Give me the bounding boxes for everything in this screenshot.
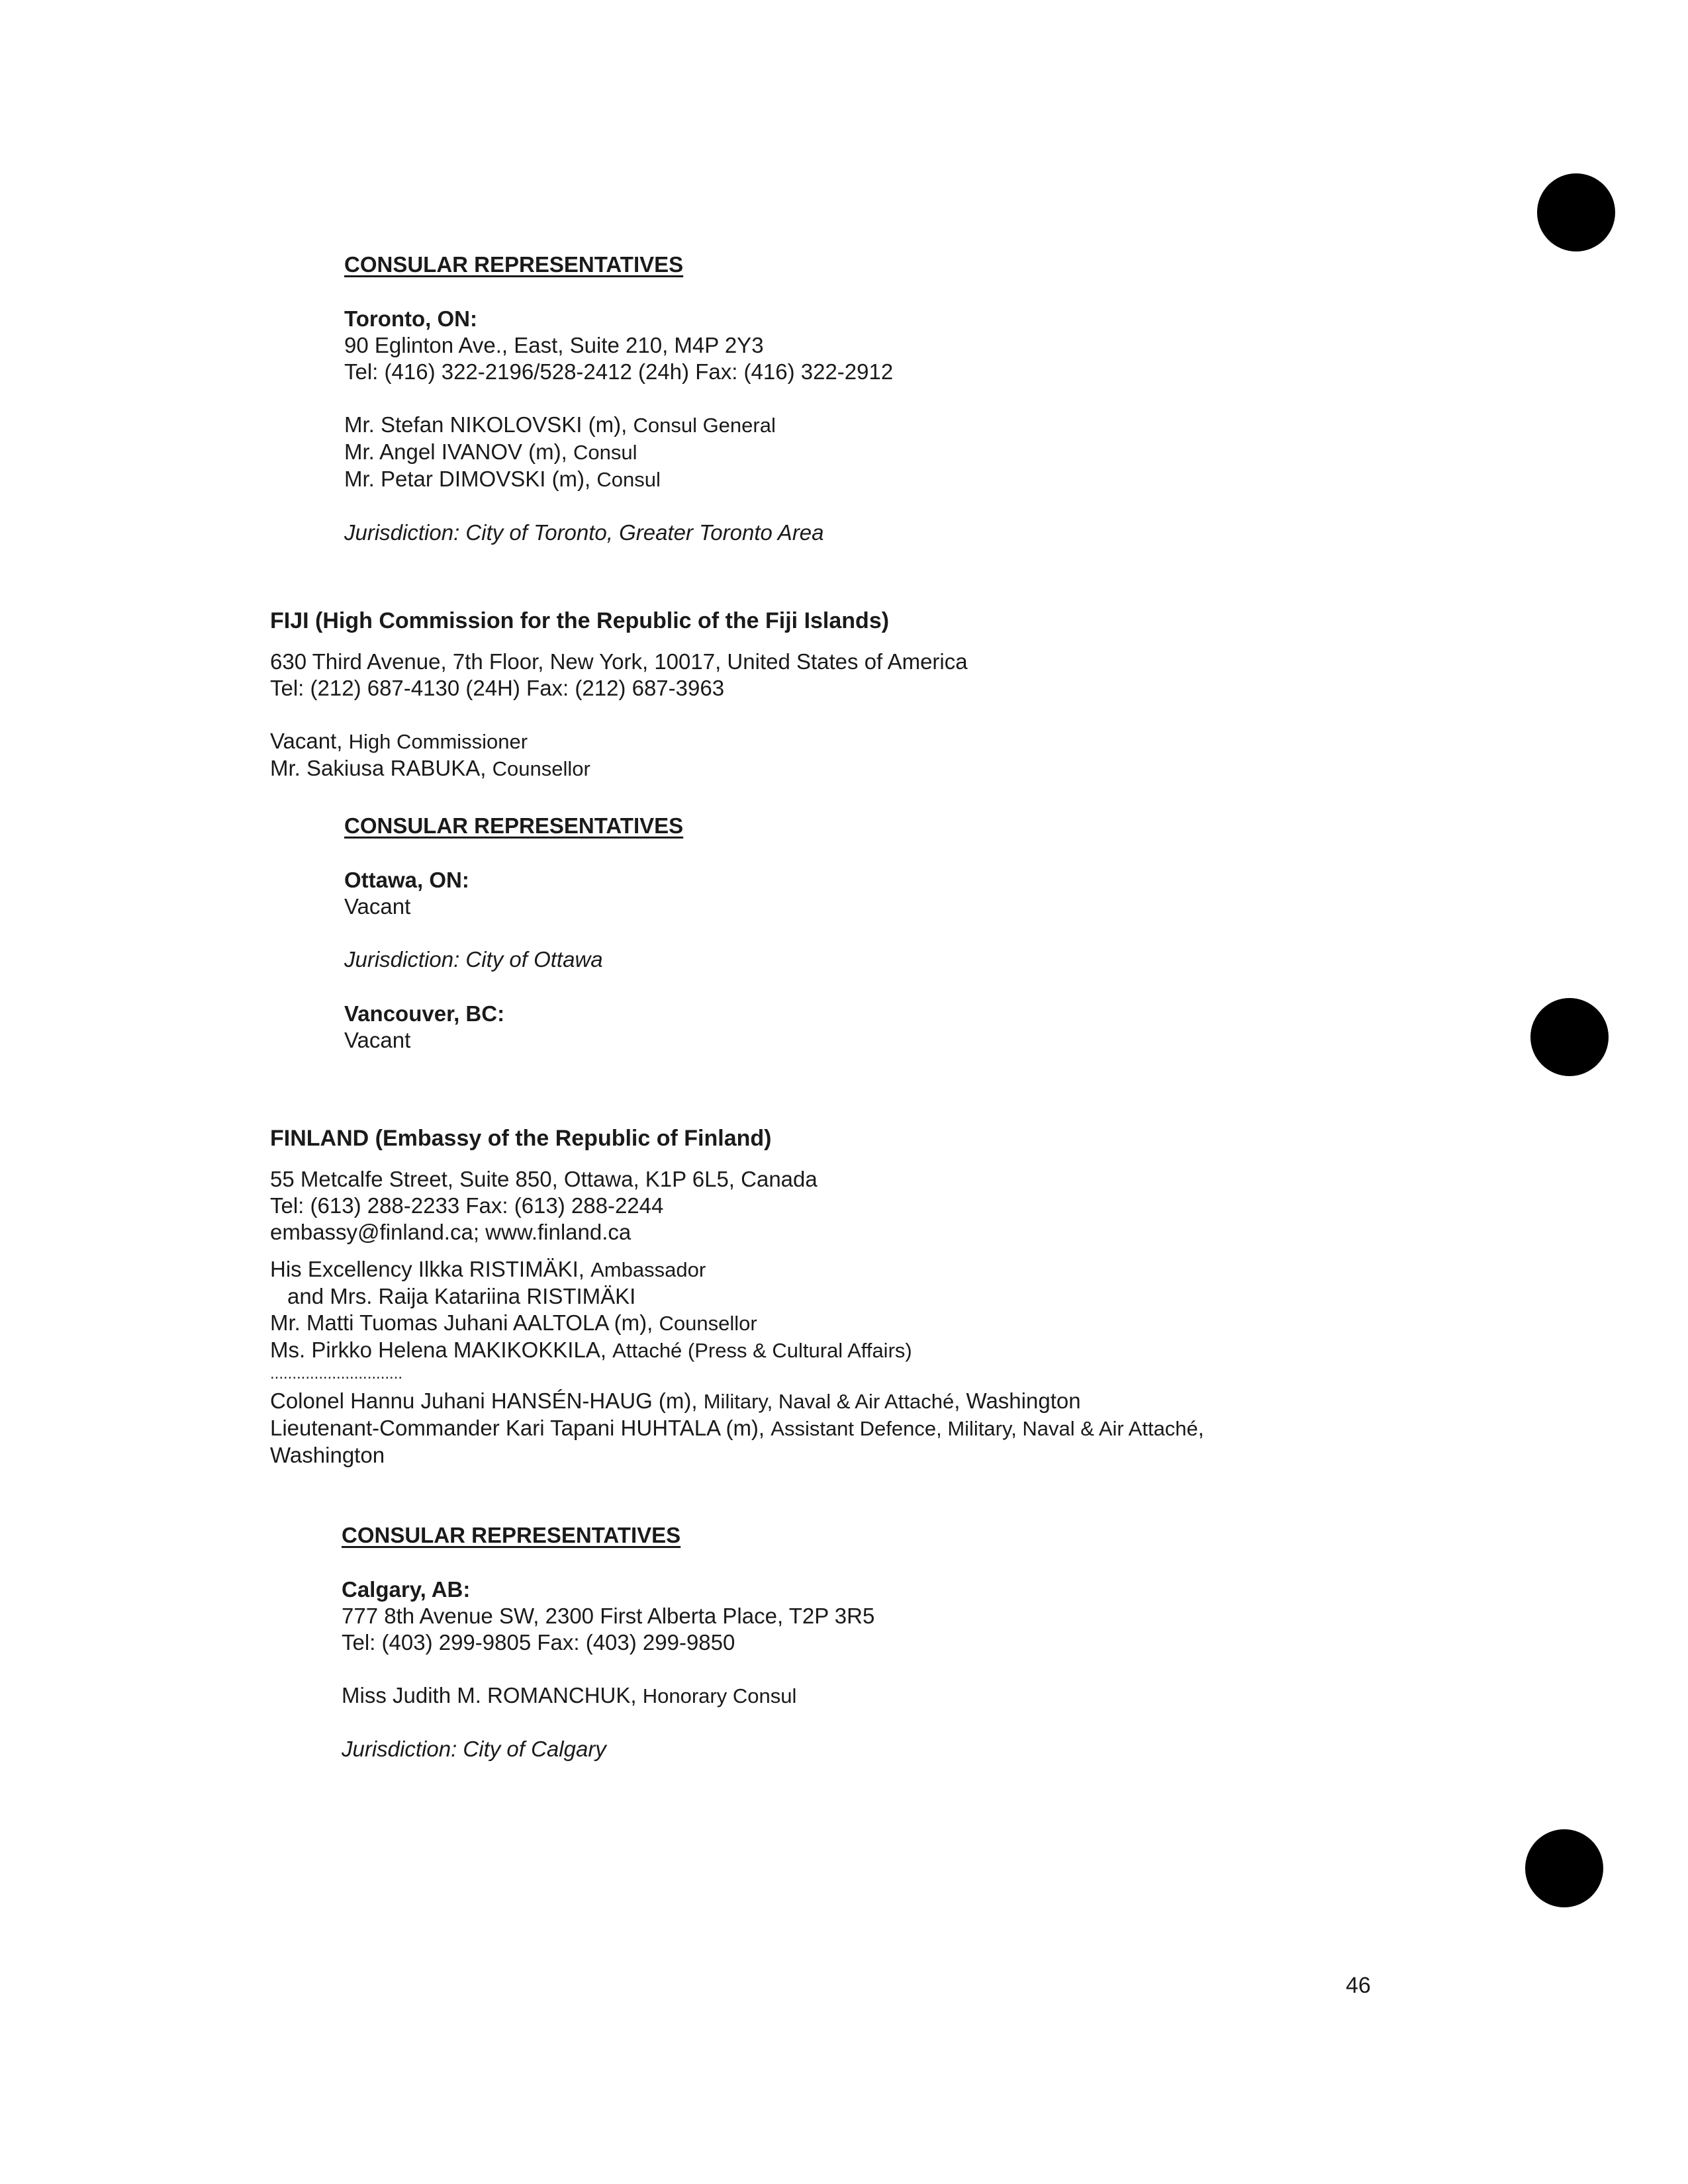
person-entry [270,1415,1204,1442]
person-entry [270,728,968,755]
telephone: Tel: (416) 322-2196/528-2412 (24h) Fax: (416) 322-2912 [344,359,894,384]
finland-consular-section [342,1522,874,1762]
person-name: Colonel Hannu Juhani HANSÉN-HAUG (m), [270,1388,704,1413]
fiji-consular-section [344,813,683,1054]
person-name: Mr. Angel IVANOV (m), [344,439,573,464]
country-heading: FIJI (High Commission for the Republic of the Fiji Islands) [270,608,890,633]
person-name: Lieutenant-Commander Kari Tapani HUHTALA (m), [270,1416,771,1440]
person-title: Attaché (Press & Cultural Affairs) [612,1339,912,1362]
city-heading: Ottawa, ON: [344,868,469,892]
address: 630 Third Avenue, 7th Floor, New York, 10017, United States of America [270,649,968,674]
person-entry [270,1256,1204,1283]
telephone: Tel: (403) 299-9805 Fax: (403) 299-9850 [342,1630,735,1655]
person-title: Honorary Consul [642,1684,797,1707]
country-heading: FINLAND (Embassy of the Republic of Finland) [270,1126,772,1151]
person-entry [344,412,893,439]
email-website: embassy@finland.ca; www.finland.ca [270,1220,632,1244]
spouse-entry: and Mrs. Raija Katariina RISTIMÄKI [287,1284,636,1308]
person-entry [270,1310,1204,1337]
city-heading: Vancouver, BC: [344,1001,505,1026]
person-title: High Commissioner [348,730,528,753]
person-entry [344,439,893,466]
jurisdiction: Jurisdiction: City of Calgary [342,1737,606,1761]
person-title: Consul [596,468,661,491]
address: 777 8th Avenue SW, 2300 First Alberta Place, T2P 3R5 [342,1604,875,1628]
person-title: Consul General [633,414,776,437]
city-heading: Calgary, AB: [342,1577,471,1602]
telephone: Tel: (613) 288-2233 Fax: (613) 288-2244 [270,1193,664,1218]
title-comma: , [1197,1416,1204,1440]
person-title: Assistant Defence, Military, Naval & Air Attaché [771,1417,1198,1440]
person-entry [270,1337,1204,1364]
binder-hole-top [1537,173,1615,251]
person-entry [344,466,893,493]
jurisdiction: Jurisdiction: City of Ottawa [344,947,603,972]
section-heading: CONSULAR REPRESENTATIVES [342,1523,681,1547]
fiji-entry [270,608,968,782]
finland-entry [270,1125,1204,1469]
person-name: Mr. Petar DIMOVSKI (m), [344,467,597,491]
person-name: Vacant, [270,729,349,753]
person-entry [270,1388,1204,1415]
section-heading: CONSULAR REPRESENTATIVES [344,252,684,277]
person-location: Washington [270,1443,385,1467]
person-name: Mr. Sakiusa RABUKA, [270,756,492,780]
person-entry [342,1682,874,1709]
person-location: , Washington [954,1388,1081,1413]
city-heading: Toronto, ON: [344,306,477,331]
person-title: Counsellor [492,757,590,780]
binder-hole-middle [1530,998,1609,1076]
binder-hole-bottom [1525,1829,1603,1907]
dotted-separator: .............................. [270,1365,403,1383]
person-name: Mr. Matti Tuomas Juhani AALTOLA (m), [270,1310,659,1335]
vacant-status: Vacant [344,894,411,919]
person-name: Mr. Stefan NIKOLOVSKI (m), [344,412,633,437]
toronto-consular-section [344,251,893,546]
person-title: Military, Naval & Air Attaché [703,1390,955,1413]
telephone: Tel: (212) 687-4130 (24H) Fax: (212) 687-3963 [270,676,725,700]
jurisdiction: Jurisdiction: City of Toronto, Greater Toronto Area [344,520,824,545]
person-title: Ambassador [590,1258,706,1281]
address: 55 Metcalfe Street, Suite 850, Ottawa, K1P 6L5, Canada [270,1167,818,1191]
person-title: Consul [573,441,637,464]
person-name: His Excellency Ilkka RISTIMÄKI, [270,1257,591,1281]
address: 90 Eglinton Ave., East, Suite 210, M4P 2Y3 [344,333,764,357]
person-name: Ms. Pirkko Helena MAKIKOKKILA, [270,1338,613,1362]
person-entry [270,755,968,782]
person-title: Counsellor [659,1312,757,1335]
person-name: Miss Judith M. ROMANCHUK, [342,1683,643,1707]
page-number: 46 [1346,1973,1371,1998]
section-heading: CONSULAR REPRESENTATIVES [344,813,684,838]
vacant-status: Vacant [344,1028,411,1052]
